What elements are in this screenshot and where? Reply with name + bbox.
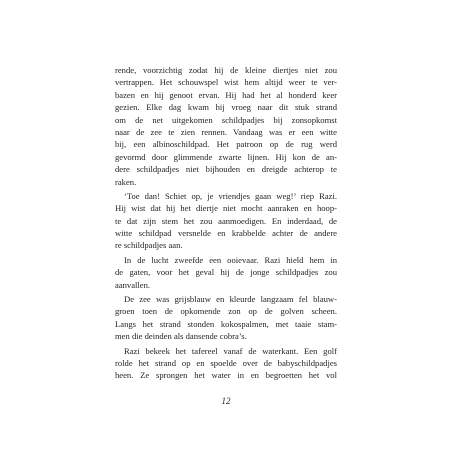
text-line: witte schildpad versnelde en krabbelde achter de andere [115,228,337,239]
text-line: Langs het strand stonden kokospalmen, met taaie stam- [115,318,337,329]
text-line: rolde het strand op en spoelde over de babyschildpadjes [115,357,337,368]
text-line: vertrappen. Het schouwspel wist hem altijd weer te ver- [115,77,337,88]
text-line: te dat zijn stem het zou aanmoedigen. En inderdaad, de [115,215,337,226]
text-line: ‘Toe dan! Schiet op, je vriendjes gaan weg!’ riep Razi. [124,190,337,201]
text-line: naar de zee te zien rennen. Vandaag was er een witte [115,126,337,137]
text-line: dere schildpadjes niet bijhouden en dreigde achterop te [115,164,337,175]
text-line: heen. Ze sprongen het water in en begroetten het vol [115,370,337,381]
text-line: De zee was grijsblauw en kleurde langzaam fel blauw- [124,294,337,305]
text-line: Hij wist dat hij het diertje niet mocht aanraken en hoop- [115,203,337,214]
text-line: bij, een albinoschildpad. Het patroon op de rug werd [115,139,337,150]
text-line: raken. [115,176,137,187]
text-line: gezien. Elke dag kwam hij vroeg naar dit stuk strand [115,102,337,113]
text-line: gevormd door glimmende zwarte lijnen. Hij kon de an- [115,151,337,162]
body-text [115,64,337,382]
text-line: re schildpadjes aan. [115,240,183,251]
text-line: groen toen de opkomende zon op de golven scheen. [115,306,337,317]
text-line: bazen en hij genoot ervan. Hij had het al honderd keer [115,89,337,100]
text-line: de gaten, voor het geval hij de jonge schildpadjes zou [115,267,337,278]
text-line: om de net uitgekomen schildpadjes bij zonsopkomst [115,114,337,125]
text-line: men die deinden als dansende cobra’s. [115,331,247,342]
text-line: aanvallen. [115,279,151,290]
page-number: 12 [221,396,231,406]
text-line: rende, voorzichtig zodat hij de kleine diertjes niet zou [115,65,337,75]
text-line: In de lucht zweefde een ooievaar. Razi hield hem in [124,254,337,265]
text-line: Razi bekeek het tafereel vanaf de waterkant. Een golf [124,345,337,356]
